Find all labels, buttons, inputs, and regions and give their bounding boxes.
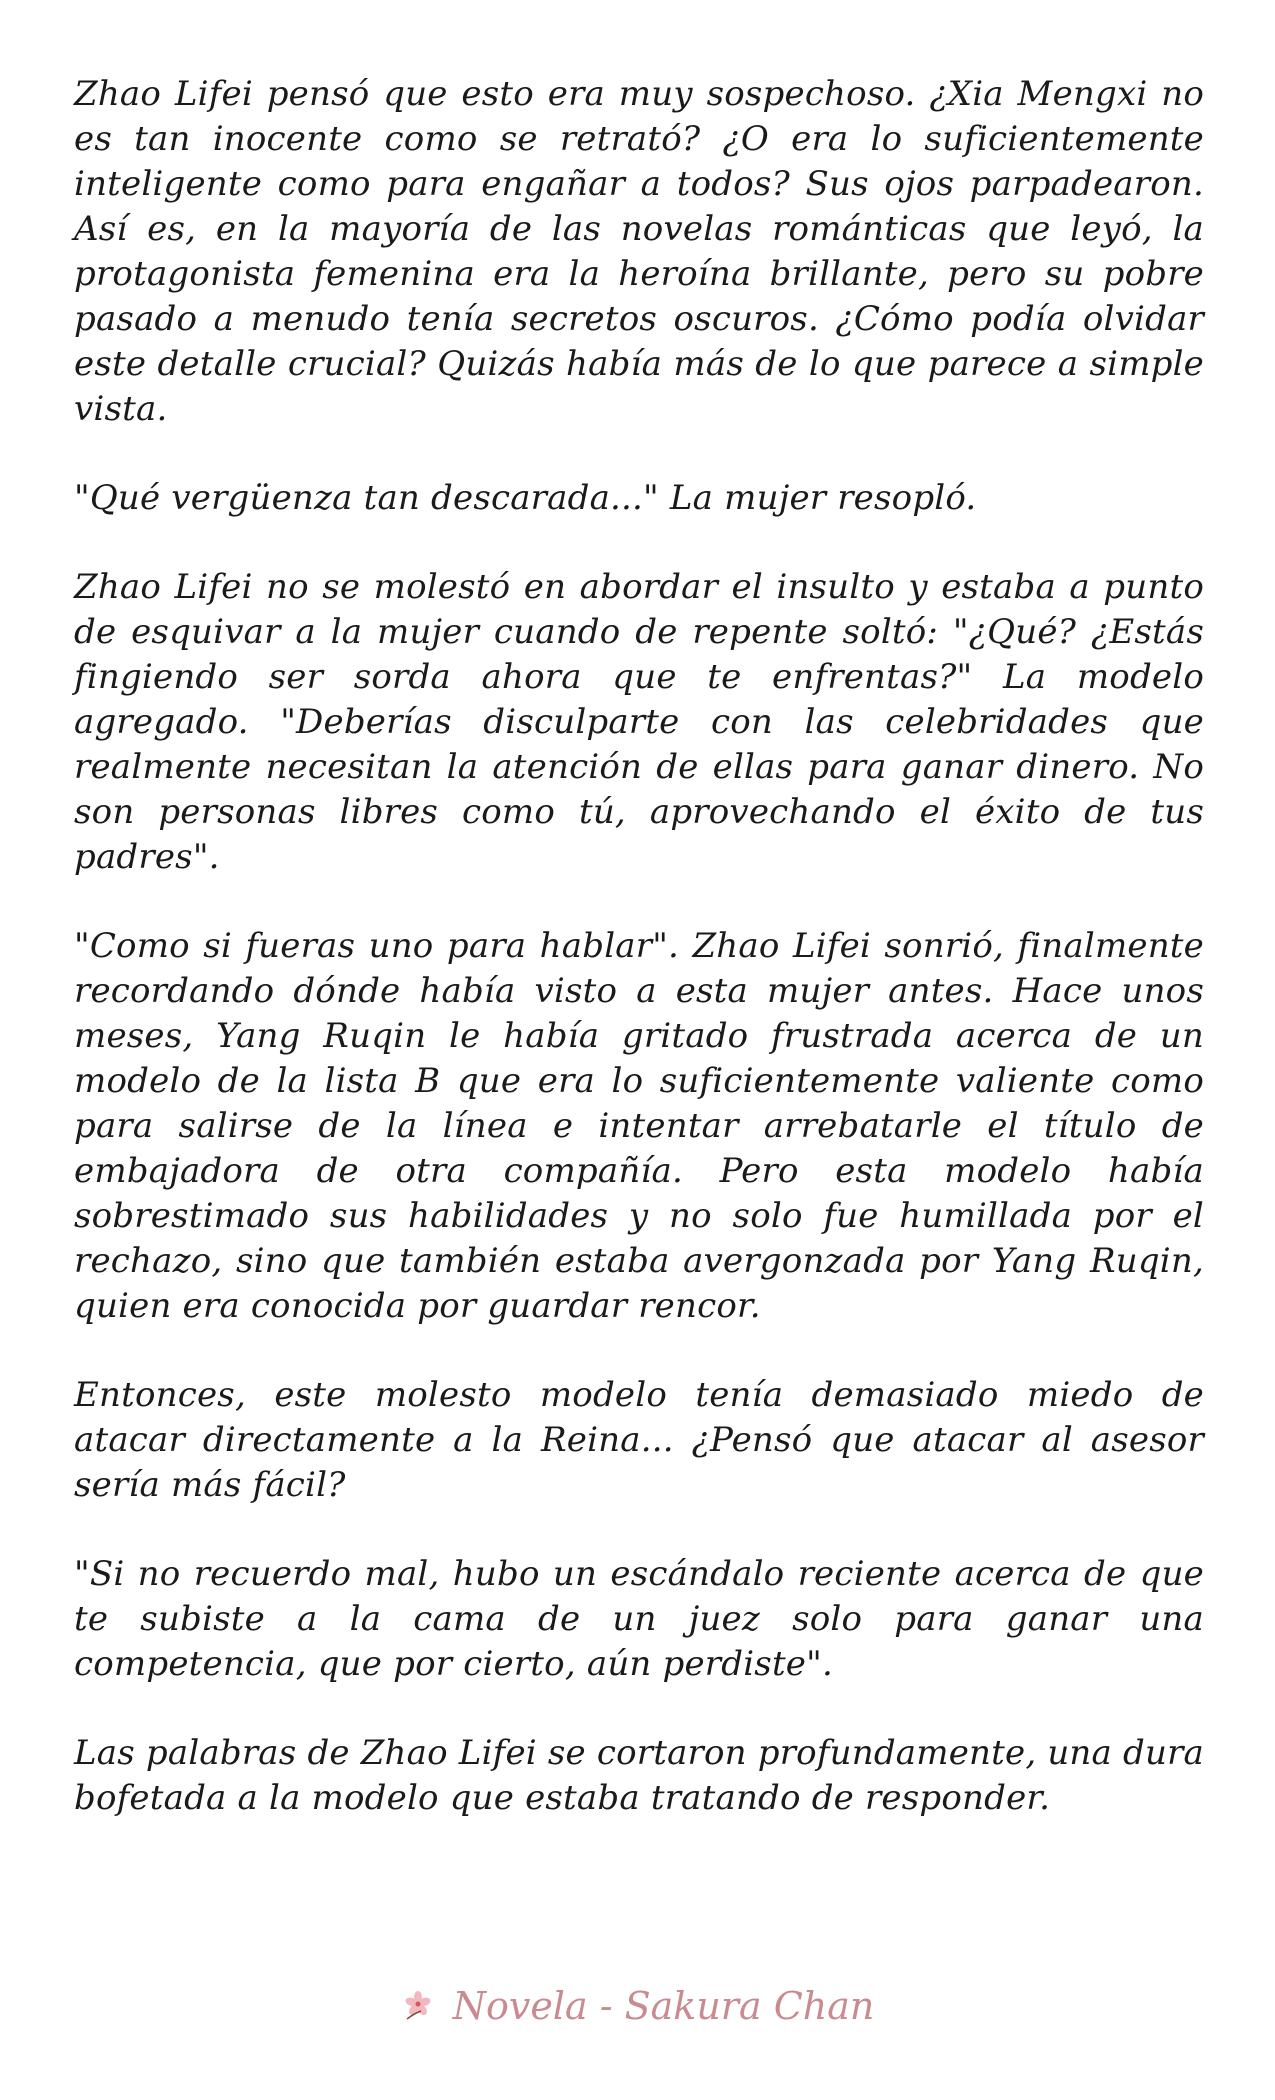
paragraph-6: "Si no recuerdo mal, hubo un escándalo reciente acerca de que te subiste a la cama de un juez solo para ganar una competencia, que por cierto, aún perdiste". (74, 1554, 1204, 1684)
sakura-flower-icon (401, 1988, 435, 2022)
watermark-footer (0, 1984, 1275, 2028)
paragraph-7: Las palabras de Zhao Lifei se cortaron profundamente, una dura bofetada a la modelo que estaba tratando de responder. (74, 1733, 1204, 1818)
paragraph-3: Zhao Lifei no se molestó en abordar el insulto y estaba a punto de esquivar a la mujer cuando de repente soltó: "¿Qué? ¿Estás fingiendo ser sorda ahora que te enfrentas?" La modelo agregado. "Deberías disculparte con las celebridades que realmente necesitan la atención de ellas para ganar dinero. No son personas libres como tú, aprovechando el éxito de tus padres". (74, 567, 1204, 877)
paragraph-4: "Como si fueras uno para hablar". Zhao Lifei sonrió, finalmente recordando dónde había visto a esta mujer antes. Hace unos meses, Yang Ruqin le había gritado frustrada acerca de un modelo de la lista B que era lo suficientemente valiente como para salirse de la línea e intentar arrebatarle el título de embajadora de otra compañía. Pero esta modelo había sobrestimado sus habilidades y no solo fue humillada por el rechazo, sino que también estaba avergonzada por Yang Ruqin, quien era conocida por guardar rencor. (74, 926, 1204, 1326)
paragraph-2: "Qué vergüenza tan descarada..." La mujer resopló. (74, 478, 977, 518)
paragraph-5: Entonces, este molesto modelo tenía demasiado miedo de atacar directamente a la Reina... ¿Pensó que atacar al asesor sería más fácil? (74, 1375, 1204, 1505)
paragraph-1: Zhao Lifei pensó que esto era muy sospechoso. ¿Xia Mengxi no es tan inocente como se retrató? ¿O era lo suficientemente inteligente como para engañar a todos? Sus ojos parpadearon. Así es, en la mayoría de las novelas románticas que leyó, la protagonista femenina era la heroína brillante, pero su pobre pasado a menudo tenía secretos oscuros. ¿Cómo podía olvidar este detalle crucial? Quizás había más de lo que parece a simple vista. (74, 74, 1204, 429)
watermark-text: Novela - Sakura Chan (452, 1984, 875, 2028)
chapter-text (74, 72, 1204, 1865)
